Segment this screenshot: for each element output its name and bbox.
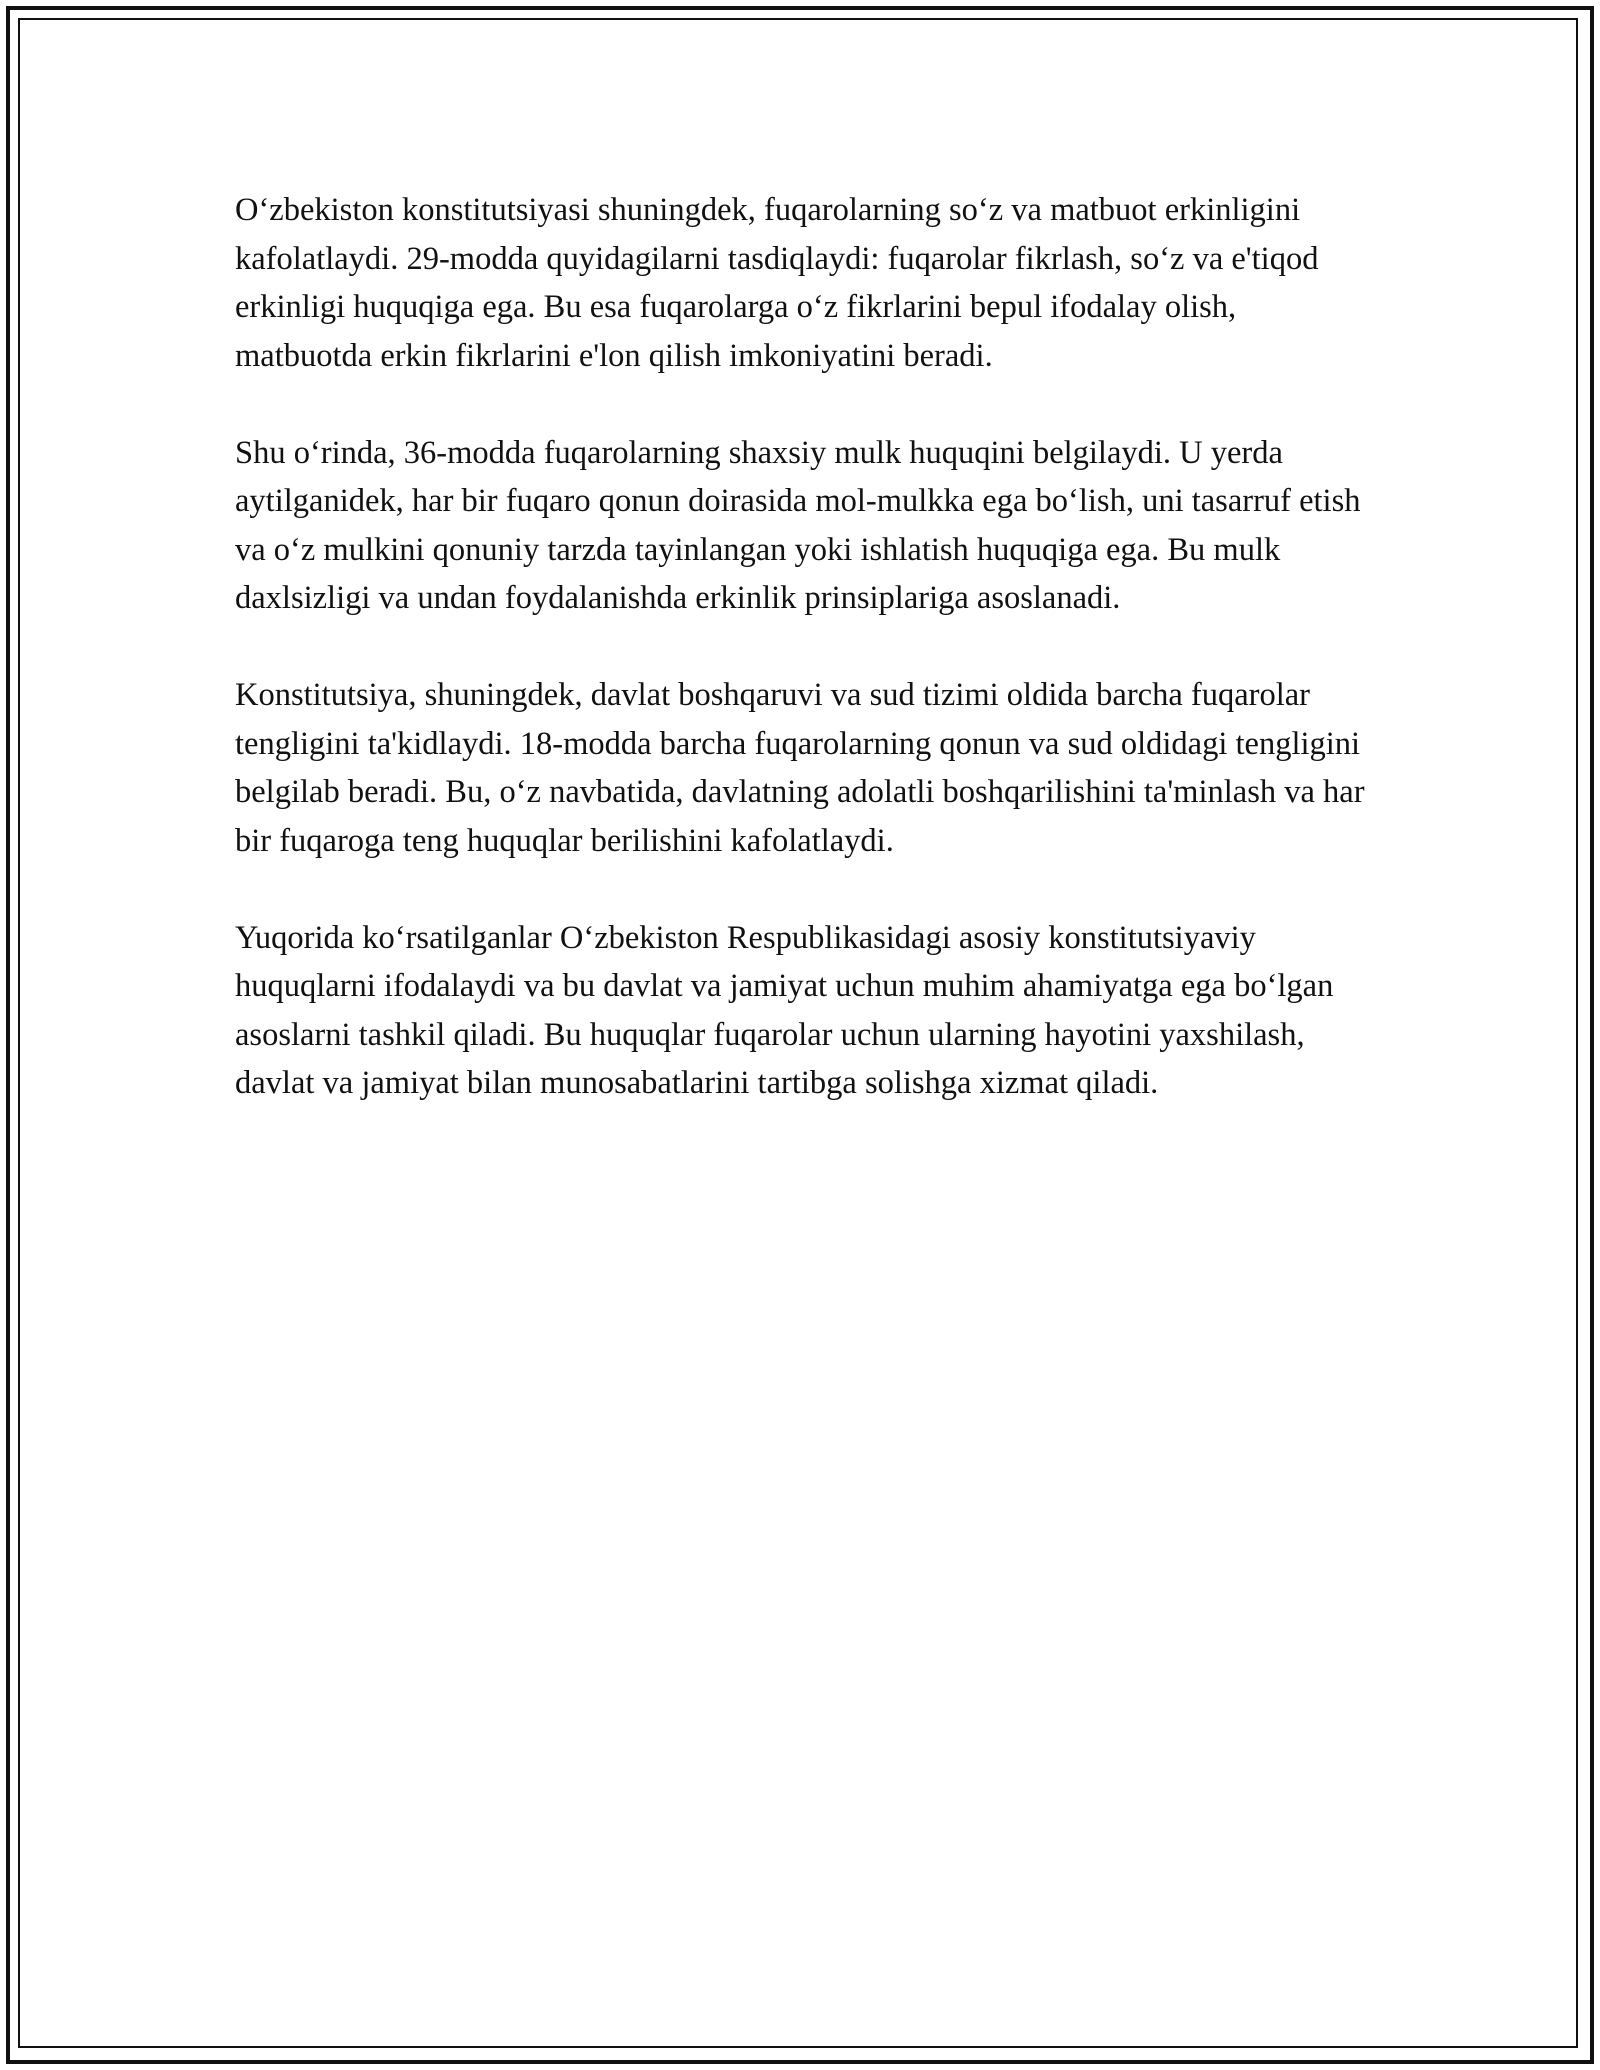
paragraph-equality: Konstitutsiya, shuningdek, davlat boshqaruvi va sud tizimi oldida barcha fuqarolar tengligini ta'kidlaydi. 18-modda barcha fuqarolarning qonun va sud oldidagi tengligini belgilab beradi. Bu, o‘z navbatida, davlatning adolatli boshqarilishini ta'minlash va har bir fuqaroga teng huquqlar berilishini kafolatlaydi. [235, 677, 1365, 859]
paragraph-property-rights: Shu o‘rinda, 36-modda fuqarolarning shaxsiy mulk huquqini belgilaydi. U yerda aytilganidek, har bir fuqaro qonun doirasida mol-mulkka ega bo‘lish, uni tasarruf etish va o‘z mulkini qonuniy tarzda tayinlangan yoki ishlatish huquqiga ega. Bu mulk daxlsizligi va undan foydalanishda erkinlik prinsiplariga asoslanadi. [235, 434, 1361, 616]
paragraph-conclusion: Yuqorida ko‘rsatilganlar O‘zbekiston Respublikasidagi asosiy konstitutsiyaviy huquqlarni ifodalaydi va bu davlat va jamiyat uchun muhim ahamiyatga ega bo‘lgan asoslarni tashkil qiladi. Bu huquqlar fuqarolar uchun ularning hayotini yaxshilash, davlat va jamiyat bilan munosabatlarini tartibga solishga xizmat qiladi. [235, 919, 1334, 1101]
paragraph-freedom-of-speech: O‘zbekiston konstitutsiyasi shuningdek, fuqarolarning so‘z va matbuot erkinligini kafolatlaydi. 29-modda quyidagilarni tasdiqlaydi: fuqarolar fikrlash, so‘z va e'tiqod erkinligi huquqiga ega. Bu esa fuqarolarga o‘z fikrlarini bepul ifodalay olish, matbuotda erkin fikrlarini e'lon qilish imkoniyatini beradi. [235, 192, 1319, 374]
document-body [235, 186, 1375, 1156]
